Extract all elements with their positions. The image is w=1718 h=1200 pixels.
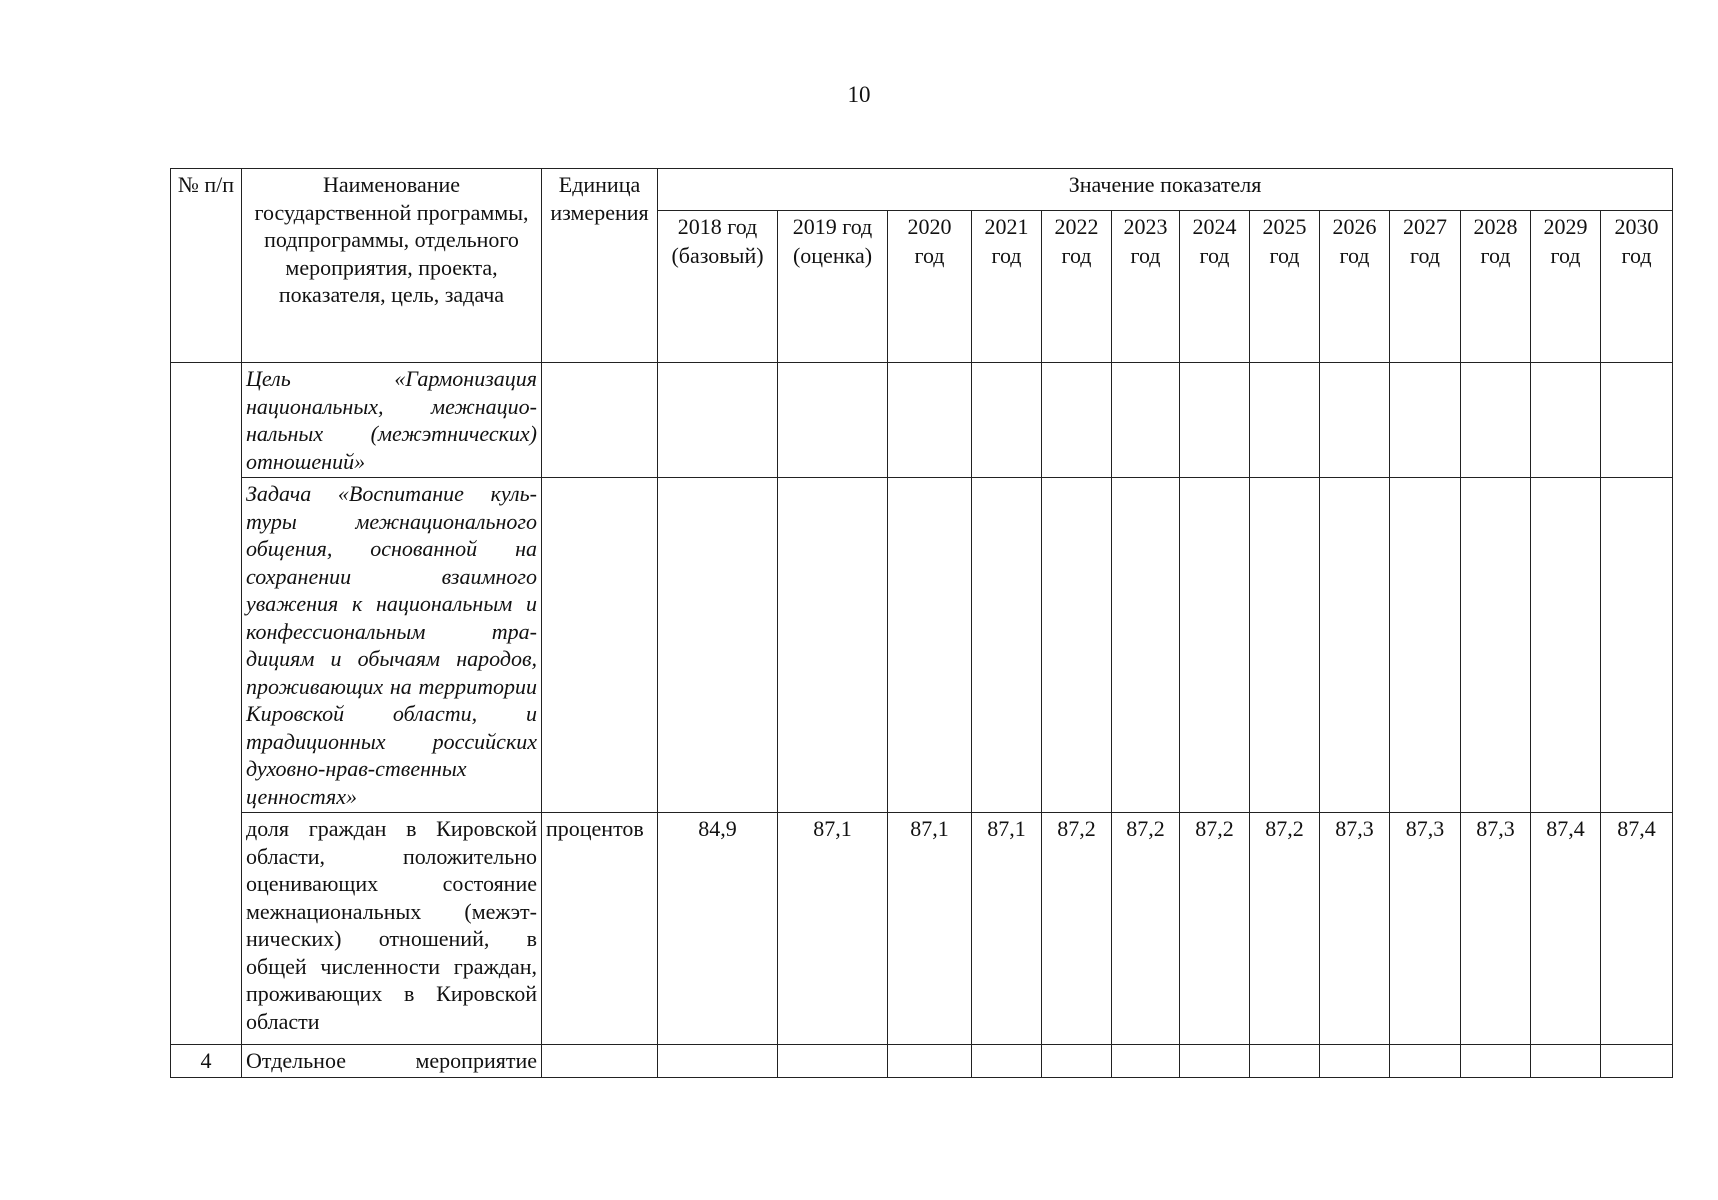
row-value	[1531, 1045, 1601, 1078]
row-value	[658, 1045, 778, 1078]
header-year: 2028 год	[1461, 211, 1531, 363]
header-year: 2024 год	[1180, 211, 1250, 363]
header-year: 2021 год	[972, 211, 1042, 363]
row-value	[1112, 363, 1180, 478]
row-value	[1601, 1045, 1673, 1078]
row-value	[1042, 1045, 1112, 1078]
row-value	[1320, 478, 1390, 813]
row-unit: процентов	[542, 813, 658, 1045]
row-value	[778, 1045, 888, 1078]
row-value	[658, 363, 778, 478]
row-value	[1461, 1045, 1531, 1078]
header-unit: Единица измерения	[542, 169, 658, 363]
header-year: 2018 год (базовый)	[658, 211, 778, 363]
row-value: 87,1	[888, 813, 972, 1045]
row-value: 87,3	[1320, 813, 1390, 1045]
row-name: доля граждан в Кировской области, положительно оценивающих состояние межнациональных (межэт-нических) отношений, в общей численности граждан, проживающих в Кировской области	[242, 813, 542, 1045]
header-name: Наименование государственной программы, подпрограммы, отдельного мероприятия, проекта, показателя, цель, задача	[242, 169, 542, 363]
row-value	[658, 478, 778, 813]
row-value	[888, 363, 972, 478]
row-value	[888, 478, 972, 813]
row-value: 87,1	[778, 813, 888, 1045]
header-year: 2029 год	[1531, 211, 1601, 363]
row-value	[1390, 478, 1461, 813]
row-value	[972, 1045, 1042, 1078]
row-value	[1180, 363, 1250, 478]
row-value	[1601, 478, 1673, 813]
header-value-group: Значение показателя	[658, 169, 1673, 211]
row-unit	[542, 1045, 658, 1078]
row-value	[1250, 478, 1320, 813]
row-value	[1250, 1045, 1320, 1078]
row-value	[1531, 363, 1601, 478]
row-value: 87,3	[1461, 813, 1531, 1045]
header-year: 2022 год	[1042, 211, 1112, 363]
row-value: 87,2	[1112, 813, 1180, 1045]
row-num	[171, 363, 242, 1045]
row-value	[1042, 478, 1112, 813]
row-value	[1320, 363, 1390, 478]
table-row	[171, 813, 1673, 1045]
header-year: 2027 год	[1390, 211, 1461, 363]
header-year: 2026 год	[1320, 211, 1390, 363]
row-value: 87,2	[1042, 813, 1112, 1045]
row-value	[1531, 478, 1601, 813]
table-row	[171, 363, 1673, 478]
row-value: 87,3	[1390, 813, 1461, 1045]
row-value: 84,9	[658, 813, 778, 1045]
row-name: Задача «Воспитание куль-туры межнационального общения, основанной на сохранении взаимного уважения к национальным и конфессиональным тра-дициям и обычаям народов, проживающих на территории Кировской области, и традиционных российских духовно-нрав-ственных ценностях»	[242, 478, 542, 813]
row-value	[1461, 478, 1531, 813]
header-year: 2030 год	[1601, 211, 1673, 363]
row-value	[1461, 363, 1531, 478]
page-number: 10	[847, 82, 871, 107]
row-value	[778, 363, 888, 478]
row-value	[1180, 1045, 1250, 1078]
row-unit	[542, 363, 658, 478]
row-value	[1180, 478, 1250, 813]
row-value	[1042, 363, 1112, 478]
row-value: 87,1	[972, 813, 1042, 1045]
row-value: 87,2	[1250, 813, 1320, 1045]
header-num: № п/п	[171, 169, 242, 363]
row-value: 87,4	[1601, 813, 1673, 1045]
header-year: 2025 год	[1250, 211, 1320, 363]
row-name: Цель «Гармонизация национальных, межнацио-нальных (межэтнических) отношений»	[242, 363, 542, 478]
row-value: 87,4	[1531, 813, 1601, 1045]
row-unit	[542, 478, 658, 813]
row-value	[1112, 1045, 1180, 1078]
row-value	[888, 1045, 972, 1078]
row-value	[1112, 478, 1180, 813]
row-value	[1390, 363, 1461, 478]
header-year: 2023 год	[1112, 211, 1180, 363]
row-num: 4	[171, 1045, 242, 1078]
table-row	[171, 478, 1673, 813]
row-value	[1601, 363, 1673, 478]
table-row	[171, 1045, 1673, 1078]
row-value: 87,2	[1180, 813, 1250, 1045]
row-name: Отдельное мероприятие	[242, 1045, 542, 1078]
indicators-table	[170, 168, 1673, 1078]
header-year: 2019 год (оценка)	[778, 211, 888, 363]
row-value	[1250, 363, 1320, 478]
header-year: 2020 год	[888, 211, 972, 363]
row-value	[1390, 1045, 1461, 1078]
row-value	[972, 363, 1042, 478]
row-value	[778, 478, 888, 813]
row-value	[972, 478, 1042, 813]
row-value	[1320, 1045, 1390, 1078]
